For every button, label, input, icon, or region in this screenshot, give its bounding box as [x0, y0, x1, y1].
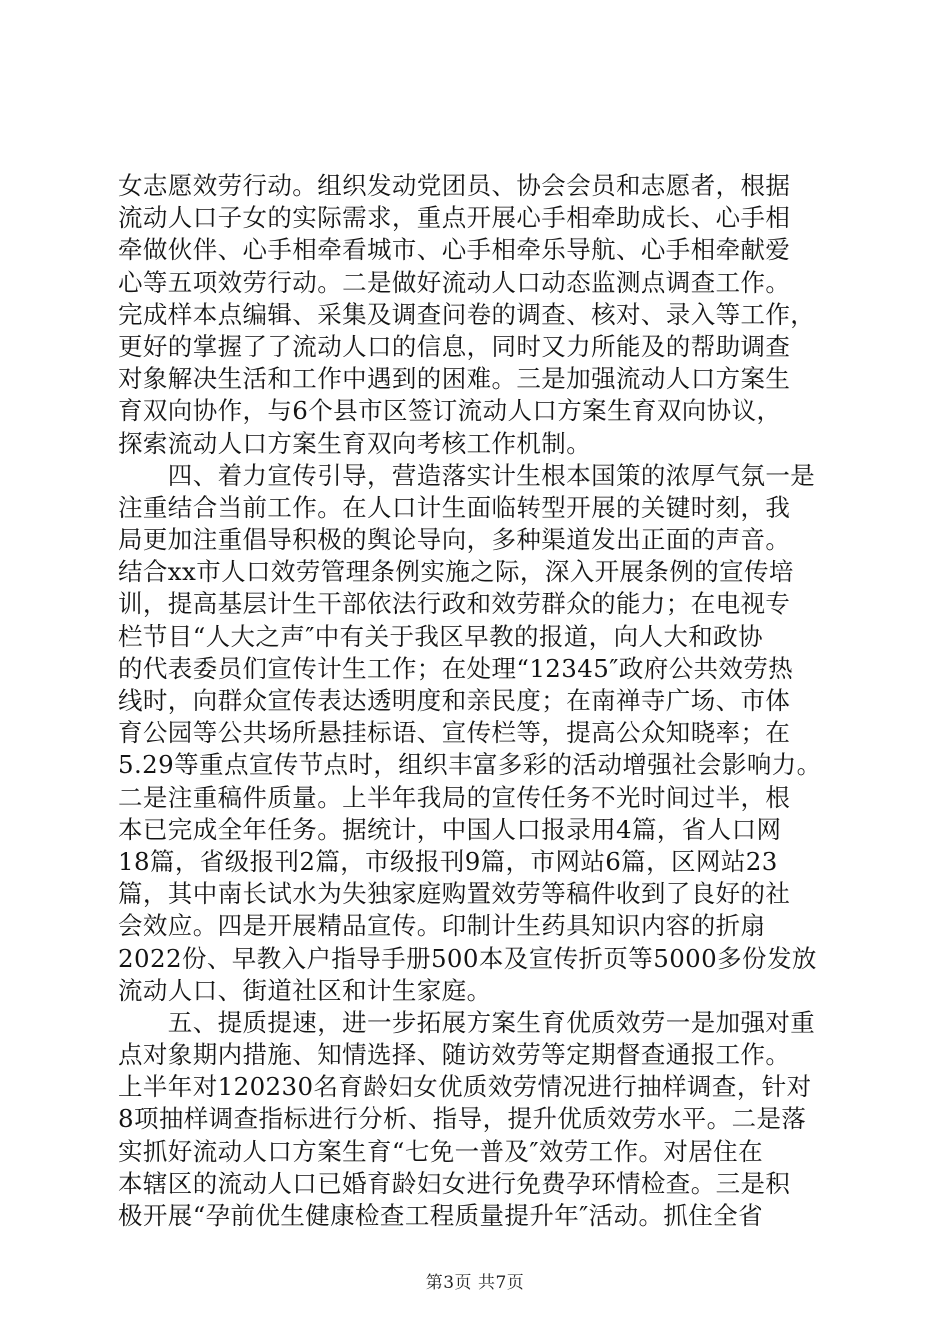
text-line-23: 篇，其中南长试水为失独家庭购置效劳等稿件收到了良好的社 — [118, 879, 791, 909]
text-line-21: 本已完成全年任务。据统计，中国人口报录用4篇，省人口网 — [118, 814, 782, 844]
text-line-4: 心等五项效劳行动。二是做好流动人口动态监测点调查工作。 — [118, 267, 791, 297]
text-line-24: 会效应。四是开展精品宣传。印制计生药具知识内容的折扇 — [118, 911, 766, 941]
text-line-28: 点对象期内措施、知情选择、随访效劳等定期督查通报工作。 — [118, 1040, 791, 1070]
text-line-31: 实抓好流动人口方案生育“七免一普及″效劳工作。对居住在 — [118, 1136, 763, 1166]
text-line-30: 8项抽样调查指标进行分析、指导，提升优质效劳水平。二是落 — [118, 1104, 807, 1134]
text-line-9: 探索流动人口方案生育双向考核工作机制。 — [118, 428, 592, 458]
text-line-8: 育双向协作，与6个县市区签订流动人口方案生育双向协议， — [118, 396, 782, 426]
text-line-33: 极开展“孕前优生健康检查工程质量提升年″活动。抓住全省 — [118, 1201, 763, 1230]
text-line-32: 本辖区的流动人口已婚育龄妇女进行免费孕环情检查。三是积 — [118, 1168, 791, 1198]
text-line-14: 训，提高基层计生干部依法行政和效劳群众的能力；在电视专 — [118, 589, 791, 619]
text-line-7: 对象解决生活和工作中遇到的困难。三是加强流动人口方案生 — [118, 364, 791, 394]
text-line-26: 流动人口、街道社区和计生家庭。 — [118, 975, 492, 1005]
text-line-11: 注重结合当前工作。在人口计生面临转型开展的关键时刻，我 — [118, 492, 791, 522]
text-line-2: 流动人口子女的实际需求，重点开展心手相牵助成长、心手相 — [118, 203, 791, 233]
text-line-25: 2022份、早教入户指导手册500本及宣传折页等5000多份发放 — [118, 943, 817, 973]
page-indicator: 第3页 共7页 — [425, 1273, 525, 1293]
text-line-17: 线时，向群众宣传表达透明度和亲民度；在南禅寺广场、市体 — [118, 686, 791, 715]
text-line-5: 完成样本点编辑、采集及调查问卷的调查、核对、录入等工作， — [118, 299, 816, 329]
text-line-22: 18篇，省级报刊2篇，市级报刊9篇，市网站6篇，区网站23 — [118, 846, 778, 876]
page-footer — [0, 1268, 950, 1293]
text-line-6: 更好的掌握了了流动人口的信息，同时又力所能及的帮助调查 — [118, 331, 791, 361]
text-line-16: 的代表委员们宣传计生工作；在处理“12345″政府公共效劳热 — [118, 653, 794, 683]
text-line-13: 结合xx市人口效劳管理条例实施之际，深入开展条例的宣传培 — [118, 557, 794, 587]
text-line-3: 牵做伙伴、心手相牵看城市、心手相牵乐导航、心手相牵献爱 — [118, 235, 791, 265]
text-line-20: 二是注重稿件质量。上半年我局的宣传任务不光时间过半，根 — [118, 782, 791, 812]
text-line-1: 女志愿效劳行动。组织发动党团员、协会会员和志愿者，根据 — [118, 171, 791, 200]
text-line-18: 育公园等公共场所悬挂标语、宣传栏等，提高公众知晓率；在 — [118, 718, 791, 748]
text-line-10: 四、着力宣传引导，营造落实计生根本国策的浓厚气氛一是 — [118, 460, 816, 490]
text-line-29: 上半年对120230名育龄妇女优质效劳情况进行抽样调查，针对 — [118, 1072, 812, 1102]
text-line-19: 5.29等重点宣传节点时，组织丰富多彩的活动增强社会影响力。 — [118, 750, 822, 780]
text-line-27: 五、提质提速，进一步拓展方案生育优质效劳一是加强对重 — [118, 1007, 816, 1037]
text-line-12: 局更加注重倡导积极的舆论导向，多种渠道发出正面的声音。 — [118, 525, 791, 555]
text-line-15: 栏节目“人大之声″中有关于我区早教的报道，向人大和政协 — [118, 621, 763, 651]
body-text — [118, 170, 838, 1232]
